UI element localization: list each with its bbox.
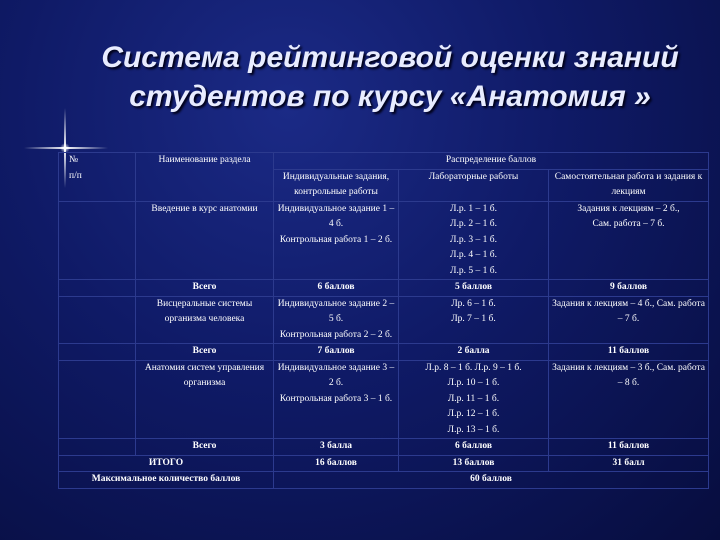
cell-itogo-self-work: 31 балл	[549, 455, 709, 472]
rating-table	[58, 152, 709, 489]
cell-total-label: Всего	[136, 344, 274, 361]
table-row	[59, 472, 709, 489]
table-row	[59, 280, 709, 297]
cell-total-self-work: 11 баллов	[549, 344, 709, 361]
header-section-name: Наименование раздела	[136, 153, 274, 202]
cell-total-lab: 2 балла	[399, 344, 549, 361]
cell-total-label: Всего	[136, 280, 274, 297]
cell-total-lab: 6 баллов	[399, 439, 549, 456]
cell-lab: Лр. 6 – 1 б. Лр. 7 – 1 б.	[399, 296, 549, 344]
cell-total-individual: 7 баллов	[274, 344, 399, 361]
cell-total-lab: 5 баллов	[399, 280, 549, 297]
header-number: № п/п	[59, 153, 136, 202]
cell-self-work: Задания к лекциям – 4 б., Сам. работа – 7 б.	[549, 296, 709, 344]
table-row	[59, 201, 709, 280]
cell-section-name: Анатомия систем управления организма	[136, 360, 274, 439]
table-row	[59, 455, 709, 472]
cell-individual: Индивидуальное задание 2 – 5 б. Контрольная работа 2 – 2 б.	[274, 296, 399, 344]
cell-section-name: Висцеральные системы организма человека	[136, 296, 274, 344]
cell-lab: Л.р. 8 – 1 б. Л.р. 9 – 1 б. Л.р. 10 – 1 б. Л.р. 11 – 1 б. Л.р. 12 – 1 б. Л.р. 13 – 1 б.	[399, 360, 549, 439]
cell-itogo-individual: 16 баллов	[274, 455, 399, 472]
cell-number	[59, 360, 136, 439]
cell-individual: Индивидуальное задание 1 – 4 б. Контрольная работа 1 – 2 б.	[274, 201, 399, 280]
table-row	[59, 439, 709, 456]
cell-number	[59, 280, 136, 297]
cell-section-name: Введение в курс анатомии	[136, 201, 274, 280]
cell-max-value: 60 баллов	[274, 472, 709, 489]
cell-lab: Л.р. 1 – 1 б. Л.р. 2 – 1 б. Л.р. 3 – 1 б. Л.р. 4 – 1 б. Л.р. 5 – 1 б.	[399, 201, 549, 280]
table-row	[59, 344, 709, 361]
cell-total-individual: 6 баллов	[274, 280, 399, 297]
page-title: Система рейтинговой оценки знаний студентов по курсу «Анатомия »	[101, 41, 679, 113]
cell-number	[59, 439, 136, 456]
cell-total-self-work: 11 баллов	[549, 439, 709, 456]
cell-self-work: Задания к лекциям – 3 б., Сам. работа – 8 б.	[549, 360, 709, 439]
cell-number	[59, 344, 136, 361]
cell-number	[59, 201, 136, 280]
header-individual: Индивидуальные задания, контрольные работы	[274, 169, 399, 201]
cell-total-self-work: 9 баллов	[549, 280, 709, 297]
cell-itogo-label: ИТОГО	[59, 455, 274, 472]
cell-self-work: Задания к лекциям – 2 б., Сам. работа – 7 б.	[549, 201, 709, 280]
cell-max-label: Максимальное количество баллов	[59, 472, 274, 489]
cell-total-label: Всего	[136, 439, 274, 456]
table-row	[59, 360, 709, 439]
cell-total-individual: 3 балла	[274, 439, 399, 456]
table-row	[59, 296, 709, 344]
cell-individual: Индивидуальное задание 3 – 2 б. Контрольная работа 3 – 1 б.	[274, 360, 399, 439]
table-row	[59, 153, 709, 170]
header-self-work: Самостоятельная работа и задания к лекциям	[549, 169, 709, 201]
header-lab: Лабораторные работы	[399, 169, 549, 201]
cell-number	[59, 296, 136, 344]
header-distribution: Распределение баллов	[274, 153, 709, 170]
cell-itogo-lab: 13 баллов	[399, 455, 549, 472]
